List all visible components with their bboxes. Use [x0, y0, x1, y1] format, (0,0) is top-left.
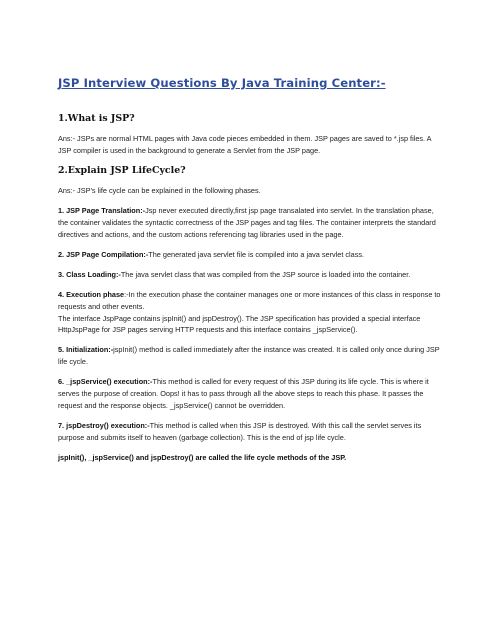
- phase-jspservice-text: This method is called for every request of this JSP during its life cycle. This is where it serves the purpose of creation. Oops! it has to pass through all the above steps to reach this phase. It passes the request and the response objects. _jspService() cannot be overridden.: [58, 377, 429, 410]
- phase-execution-extra: The interface JspPage contains jspInit() and jspDestroy(). The JSP specification has provided a special interface HttpJspPage for JSP pages serving HTTP requests and this interface contains _jspService().: [58, 313, 421, 335]
- phase-execution-label: 4. Execution phase: [58, 290, 125, 300]
- phase-translation-text: Jsp never executed directly,first jsp page transalated into servlet. In the translation phase, the container validates the syntactic correctness of the JSP pages and tag files. The container interprets the standard directives and actions, and the custom actions referencing tag libraries used in the page.: [58, 206, 436, 239]
- phase-jspdestroy-label: 7. jspDestroy() execution:-: [58, 420, 150, 430]
- phase-execution-text: :-In the execution phase the container manages one or more instances of this class in response to requests and other events.: [58, 290, 441, 311]
- answer-jsp-lifecycle-intro: Ans:- JSP’s life cycle can be explained in the following phases.: [58, 185, 261, 195]
- phase-class-loading-label: 3. Class Loading:-: [58, 269, 121, 279]
- phase-translation: [58, 205, 442, 240]
- question-heading-jsp-lifecycle: 2.Explain JSP LifeCycle?: [58, 164, 186, 176]
- closing-summary: jspInit(), _jspService() and jspDestroy() are called the life cycle methods of the JSP.: [58, 452, 347, 462]
- phase-compilation: [58, 249, 442, 261]
- phase-jspservice-label: 6. _jspService() execution:-: [58, 377, 153, 387]
- document-content: [58, 76, 442, 464]
- phase-execution: [58, 289, 442, 312]
- phase-jspdestroy-text: This method is called when this JSP is destroyed. With this call the servlet serves its purpose and submits itself to heaven (garbage collection). This is the end of jsp life cycle.: [58, 420, 422, 442]
- phase-compilation-label: 2. JSP Page Compilation:-: [58, 249, 149, 259]
- phase-initialization: [58, 344, 442, 367]
- phase-jspservice: [58, 376, 442, 411]
- phase-class-loading: [58, 269, 442, 281]
- phase-class-loading-text: The java servlet class that was compiled from the JSP source is loaded into the container.: [120, 269, 411, 279]
- phase-compilation-text: The generated java servlet file is compiled into a java servlet class.: [148, 249, 365, 259]
- phase-jspdestroy: [58, 420, 442, 443]
- answer-what-is-jsp: Ans:- JSPs are normal HTML pages with Java code pieces embedded in them. JSP pages are saved to *.jsp files. A JSP compiler is used in the background to generate a Servlet from the JSP page.: [58, 134, 432, 155]
- document-title: JSP Interview Questions By Java Training Center:-: [58, 76, 386, 90]
- phase-initialization-label: 5. Initialization:-: [58, 345, 114, 355]
- phase-translation-label: 1. JSP Page Translation:-: [58, 206, 146, 216]
- phase-initialization-text: jspInit() method is called immediately after the instance was created. It is called only once during JSP life cycle.: [58, 345, 440, 367]
- question-heading-what-is-jsp: 1.What is JSP?: [58, 113, 135, 124]
